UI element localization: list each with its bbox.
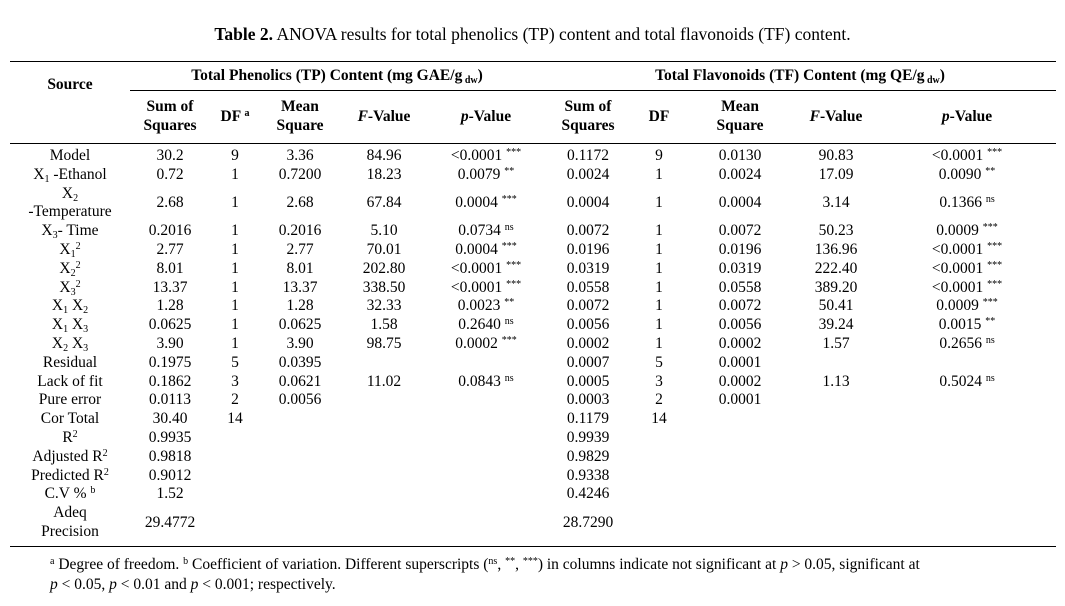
cell-tp-sum-of-squares: 0.0625	[148, 316, 192, 334]
cell-tf-df	[632, 429, 686, 448]
cell-tf-df: 3	[655, 372, 663, 390]
cell-tf-p-value: 0.5024 $^{ns}$	[939, 372, 995, 390]
cell-tp-sum-of-squares: 29.4772	[130, 504, 210, 546]
cell-tp-df: 2	[231, 391, 239, 409]
cell-source: Model	[49, 147, 91, 164]
cell-tp-f-value: 1.58	[370, 316, 398, 334]
cell-tp-sum-of-squares: 30.40	[152, 410, 188, 428]
table-row	[10, 410, 1056, 429]
cell-tf-df	[632, 485, 686, 504]
cell-tp-df: 3	[231, 372, 239, 390]
cell-tp-mean-square: 2.68	[286, 193, 314, 211]
table-row	[10, 316, 1056, 335]
cell-tf-df: 1	[655, 193, 663, 211]
cell-source: Cor Total	[40, 410, 100, 428]
cell-tf-f-value: 1.13	[822, 372, 850, 390]
table-row	[10, 373, 1056, 392]
cell-tf-df: 2	[655, 391, 663, 409]
cell-tp-sum-of-squares: 0.72	[156, 165, 184, 183]
cell-tf-p-value: 0.0090 **	[938, 165, 996, 183]
cell-tf-mean-square: 0.0024	[718, 165, 762, 183]
cell-tf-f-value: 17.09	[818, 165, 854, 183]
cell-tf-df: 1	[655, 240, 663, 258]
cell-tp-df: 5	[231, 353, 239, 371]
cell-tp-df: 1	[231, 297, 239, 315]
cell-tf-df: 1	[655, 259, 663, 277]
cell-tf-sum-of-squares: 0.0007	[566, 353, 610, 371]
cell-tf-sum-of-squares: 0.9939	[566, 428, 610, 446]
cell-tp-f-value: 98.75	[366, 334, 402, 352]
header-tp-f-value: F-Value	[340, 91, 428, 144]
cell-tf-mean-square	[686, 504, 794, 546]
cell-tf-f-value: 389.20	[814, 278, 858, 296]
cell-tf-sum-of-squares: 0.0072	[566, 222, 610, 240]
cell-tp-f-value	[340, 429, 428, 448]
cell-tp-p-value: 0.0002 ***	[455, 334, 517, 352]
cell-tf-f-value	[794, 485, 878, 504]
table-row	[10, 391, 1056, 410]
cell-source: $X_2$ $X_3$	[51, 334, 89, 354]
cell-tp-df: 1	[231, 334, 239, 352]
header-tf-df: DF	[632, 91, 686, 144]
table-row	[10, 504, 1056, 546]
cell-tp-df: 1	[231, 240, 239, 258]
cell-tf-f-value	[794, 429, 878, 448]
cell-tp-sum-of-squares: 3.90	[156, 334, 184, 352]
table-row	[10, 467, 1056, 486]
cell-tf-mean-square: 0.0558	[718, 278, 762, 296]
cell-tf-sum-of-squares: 0.0072	[566, 297, 610, 315]
cell-tp-f-value	[340, 391, 428, 410]
cell-tf-f-value	[794, 391, 878, 410]
cell-tp-df: 9	[231, 147, 239, 164]
cell-tf-mean-square: 0.0004	[718, 193, 762, 211]
cell-tp-sum-of-squares: 8.01	[156, 259, 184, 277]
cell-tp-f-value	[340, 467, 428, 486]
cell-tf-df: 1	[655, 316, 663, 334]
cell-tf-f-value: 222.40	[814, 259, 858, 277]
cell-tp-f-value: 202.80	[362, 259, 406, 277]
cell-tf-p-value: 0.0009 ***	[936, 222, 998, 240]
cell-tf-df	[632, 467, 686, 486]
cell-tp-mean-square	[260, 410, 340, 429]
cell-tf-p-value	[878, 485, 1056, 504]
cell-tp-f-value	[340, 485, 428, 504]
cell-tf-sum-of-squares: 0.0004	[566, 193, 610, 211]
cell-tp-sum-of-squares: 13.37	[152, 278, 188, 296]
cell-tp-p-value: <0.0001 ***	[450, 147, 522, 164]
cell-tf-sum-of-squares: 0.0196	[566, 240, 610, 258]
header-tf-group: Total Flavonoids (TF) Content (mg QE/g $_{dw}$)	[544, 62, 1056, 91]
cell-tp-df: 1	[231, 278, 239, 296]
cell-tf-p-value	[878, 448, 1056, 467]
cell-tp-f-value: 18.23	[366, 165, 402, 183]
cell-tp-df	[210, 504, 260, 546]
cell-tp-p-value	[428, 504, 544, 546]
cell-tf-f-value: 50.23	[818, 222, 854, 240]
cell-tp-df: 14	[227, 410, 243, 428]
cell-tf-sum-of-squares: 0.0056	[566, 316, 610, 334]
cell-tf-p-value: 0.0015 **	[938, 316, 996, 334]
cell-tf-p-value	[878, 467, 1056, 486]
cell-tf-df	[632, 448, 686, 467]
cell-tp-p-value	[428, 354, 544, 373]
cell-tf-mean-square: 0.0130	[718, 147, 762, 164]
cell-tf-f-value: 3.14	[822, 193, 850, 211]
cell-tp-f-value: 70.01	[366, 240, 402, 258]
caption-text: ANOVA results for total phenolics (TP) content and total flavonoids (TF) content.	[276, 24, 851, 44]
cell-tp-p-value: 0.2640 $^{ns}$	[458, 316, 514, 334]
cell-tp-mean-square	[260, 485, 340, 504]
cell-source: $X_1$ -Ethanol	[33, 165, 107, 185]
cell-tf-df	[632, 504, 686, 546]
cell-tp-df	[210, 448, 260, 467]
cell-tp-f-value	[340, 504, 428, 546]
table-row	[10, 185, 1056, 223]
cell-tf-p-value	[878, 391, 1056, 410]
cell-source: Adeq Precision	[10, 504, 130, 546]
header-source: Source	[10, 62, 130, 144]
cell-tf-mean-square: 0.0196	[718, 240, 762, 258]
cell-tp-df: 1	[231, 222, 239, 240]
cell-tp-f-value: 84.96	[366, 147, 402, 164]
cell-tf-sum-of-squares: 0.0558	[566, 278, 610, 296]
cell-tp-sum-of-squares: 0.9012	[148, 466, 192, 484]
cell-tp-p-value: 0.0004 ***	[455, 240, 517, 258]
cell-tp-sum-of-squares: 2.68	[156, 193, 184, 211]
cell-tf-f-value: 1.57	[822, 334, 850, 352]
cell-tf-mean-square	[686, 410, 794, 429]
cell-tf-sum-of-squares: 0.0005	[566, 372, 610, 390]
header-tf-sum-of-squares: Sum of Squares	[544, 91, 632, 144]
cell-tp-p-value: 0.0004 ***	[455, 193, 517, 211]
cell-tp-sum-of-squares: 1.28	[156, 297, 184, 315]
cell-tf-sum-of-squares: 0.9829	[566, 447, 610, 465]
table-row	[10, 429, 1056, 448]
cell-tp-df: 1	[231, 193, 239, 211]
table-caption	[0, 24, 1065, 45]
cell-tf-mean-square: 0.0002	[718, 372, 762, 390]
cell-tf-sum-of-squares: 0.0319	[566, 259, 610, 277]
cell-tf-df: 1	[655, 297, 663, 315]
cell-tf-mean-square: 0.0056	[718, 316, 762, 334]
table-row	[10, 260, 1056, 279]
cell-tf-mean-square: 0.0001	[718, 353, 762, 371]
cell-tp-mean-square	[260, 429, 340, 448]
cell-tp-df	[210, 467, 260, 486]
cell-tf-f-value: 90.83	[818, 147, 854, 164]
cell-tp-sum-of-squares: 0.2016	[148, 222, 192, 240]
cell-tp-p-value	[428, 467, 544, 486]
cell-tf-mean-square: 0.0001	[718, 391, 762, 409]
cell-tp-df: 1	[231, 259, 239, 277]
cell-tf-mean-square: 0.0002	[718, 334, 762, 352]
cell-tf-p-value: <0.0001 ***	[931, 147, 1003, 164]
cell-source: $X_1^2$	[59, 240, 81, 260]
cell-tp-f-value	[340, 354, 428, 373]
cell-tp-p-value: 0.0079 **	[457, 165, 515, 183]
cell-tp-f-value: 11.02	[366, 372, 402, 390]
cell-source: $R^2$	[62, 428, 78, 446]
cell-tp-mean-square: 3.90	[286, 334, 314, 352]
cell-tp-sum-of-squares: 0.9818	[148, 447, 192, 465]
cell-tp-df	[210, 485, 260, 504]
table-row	[10, 279, 1056, 298]
cell-tf-f-value	[794, 504, 878, 546]
cell-tf-p-value: <0.0001 ***	[931, 259, 1003, 277]
cell-tf-df: 1	[655, 334, 663, 352]
cell-tf-sum-of-squares: 28.7290	[544, 504, 632, 546]
cell-source: C.V % $^b$	[44, 485, 96, 503]
cell-tp-f-value: 338.50	[362, 278, 406, 296]
cell-tf-mean-square	[686, 485, 794, 504]
cell-tp-mean-square: 1.28	[286, 297, 314, 315]
cell-tp-mean-square	[260, 448, 340, 467]
cell-tp-sum-of-squares: 30.2	[156, 147, 184, 164]
cell-tf-p-value	[878, 410, 1056, 429]
cell-source: Predicted $R^2$	[31, 466, 109, 484]
cell-tp-p-value	[428, 448, 544, 467]
cell-tf-df: 1	[655, 222, 663, 240]
cell-tf-p-value: 0.1366 $^{ns}$	[939, 193, 995, 211]
cell-tp-mean-square: 0.0395	[278, 353, 322, 371]
cell-tf-mean-square	[686, 448, 794, 467]
cell-tp-mean-square: 0.0056	[278, 391, 322, 409]
table-row	[10, 354, 1056, 373]
cell-tf-df: 1	[655, 165, 663, 183]
cell-tp-f-value	[340, 410, 428, 429]
header-tf-f-value: F-Value	[794, 91, 878, 144]
table-row	[10, 166, 1056, 185]
table-row	[10, 448, 1056, 467]
cell-tp-p-value: 0.0734 $^{ns}$	[458, 222, 514, 240]
cell-tp-mean-square: 3.36	[286, 147, 314, 164]
header-tp-group: Total Phenolics (TP) Content (mg GAE/g $_{dw}$)	[130, 62, 544, 91]
cell-source: $X_2^2$	[59, 259, 81, 279]
cell-source: Lack of fit	[37, 372, 103, 390]
cell-tp-mean-square: 0.0621	[278, 372, 322, 390]
cell-tf-sum-of-squares: 0.1172	[566, 147, 610, 164]
cell-tf-sum-of-squares: 0.0002	[566, 334, 610, 352]
cell-tf-f-value	[794, 354, 878, 373]
cell-tf-df: 1	[655, 278, 663, 296]
cell-tp-p-value	[428, 410, 544, 429]
cell-tf-sum-of-squares: 0.0024	[566, 165, 610, 183]
cell-source: $X_3-$ Time	[41, 222, 99, 242]
cell-tp-f-value	[340, 448, 428, 467]
cell-tf-f-value: 50.41	[818, 297, 854, 315]
cell-tp-f-value: 5.10	[370, 222, 398, 240]
cell-tp-mean-square: 0.0625	[278, 316, 322, 334]
cell-tf-mean-square: 0.0319	[718, 259, 762, 277]
cell-tp-p-value: 0.0843 $^{ns}$	[458, 372, 514, 390]
cell-tp-p-value	[428, 485, 544, 504]
header-tf-mean-square: Mean Square	[686, 91, 794, 144]
cell-tf-f-value	[794, 410, 878, 429]
cell-source: $X_1$ $X_2$	[51, 297, 89, 317]
header-tp-mean-square: Mean Square	[260, 91, 340, 144]
cell-tf-p-value: 0.0009 ***	[936, 297, 998, 315]
anova-table	[10, 61, 1056, 547]
cell-tf-f-value: 136.96	[814, 240, 858, 258]
cell-tf-p-value	[878, 429, 1056, 448]
cell-tf-mean-square	[686, 467, 794, 486]
cell-tp-df: 1	[231, 316, 239, 334]
cell-tf-mean-square	[686, 429, 794, 448]
anova-table-body	[10, 144, 1056, 547]
cell-tf-df: 9	[655, 147, 663, 164]
cell-tp-p-value: 0.0023 **	[457, 297, 515, 315]
table-row	[10, 297, 1056, 316]
table-row	[10, 485, 1056, 504]
cell-source: Residual	[42, 353, 98, 371]
table-footnote: $^a$ Degree of freedom. $^b$ Coefficient of variation. Different superscripts ($^{ns}$, **, ***) in columns indicate not significant at p > 0.05, significant at p < 0.05, p < 0.01 and p < 0.001; respectively.	[50, 556, 920, 593]
header-tp-p-value: p-Value	[428, 91, 544, 144]
cell-tf-p-value	[878, 504, 1056, 546]
cell-tp-mean-square: 8.01	[286, 259, 314, 277]
cell-tp-sum-of-squares: 0.1862	[148, 372, 192, 390]
cell-tf-p-value: <0.0001 ***	[931, 278, 1003, 296]
cell-tp-f-value: 67.84	[366, 193, 402, 211]
cell-source: $X_1$ $X_3$	[51, 316, 89, 336]
cell-tf-p-value	[878, 354, 1056, 373]
cell-source: $X_3^2$	[59, 278, 81, 298]
cell-tf-f-value	[794, 467, 878, 486]
cell-tp-sum-of-squares: 0.9935	[148, 428, 192, 446]
cell-source: Pure error	[38, 391, 102, 409]
header-tp-sum-of-squares: Sum of Squares	[130, 91, 210, 144]
cell-tf-df: 5	[655, 353, 663, 371]
table-row	[10, 335, 1056, 354]
cell-tp-sum-of-squares: 0.0113	[148, 391, 192, 409]
cell-tf-p-value: <0.0001 ***	[931, 240, 1003, 258]
cell-tf-f-value	[794, 448, 878, 467]
cell-tp-df	[210, 429, 260, 448]
cell-tp-mean-square: 2.77	[286, 240, 314, 258]
cell-tp-mean-square: 13.37	[282, 278, 318, 296]
table-row	[10, 241, 1056, 260]
cell-tf-sum-of-squares: 0.0003	[566, 391, 610, 409]
cell-source: $X_2$ -Temperature	[28, 184, 112, 221]
cell-tf-mean-square: 0.0072	[718, 297, 762, 315]
cell-tf-df: 14	[651, 410, 667, 428]
cell-tf-sum-of-squares: 0.9338	[566, 466, 610, 484]
cell-tp-mean-square: 0.7200	[278, 165, 322, 183]
cell-tf-sum-of-squares: 0.1179	[566, 410, 610, 428]
cell-tp-sum-of-squares: 0.1975	[148, 353, 192, 371]
cell-tp-p-value: <0.0001 ***	[450, 278, 522, 296]
cell-source: Adjusted $R^2$	[32, 447, 108, 465]
cell-tp-p-value	[428, 429, 544, 448]
cell-tp-mean-square	[260, 504, 340, 546]
cell-tp-sum-of-squares: 1.52	[156, 485, 184, 503]
cell-tp-mean-square	[260, 467, 340, 486]
cell-tp-df: 1	[231, 165, 239, 183]
table-row	[10, 144, 1056, 166]
cell-tp-p-value: <0.0001 ***	[450, 259, 522, 277]
header-tp-df: DF $^a$	[210, 91, 260, 144]
cell-tf-p-value: 0.2656 $^{ns}$	[939, 334, 995, 352]
cell-tf-mean-square: 0.0072	[718, 222, 762, 240]
cell-tf-f-value: 39.24	[818, 316, 854, 334]
cell-tp-sum-of-squares: 2.77	[156, 240, 184, 258]
caption-label: Table 2.	[214, 24, 274, 44]
cell-tp-p-value	[428, 391, 544, 410]
cell-tp-mean-square: 0.2016	[278, 222, 322, 240]
cell-tf-sum-of-squares: 0.4246	[566, 485, 610, 503]
table-row	[10, 222, 1056, 241]
header-tf-p-value: p-Value	[878, 91, 1056, 144]
cell-tp-f-value: 32.33	[366, 297, 402, 315]
